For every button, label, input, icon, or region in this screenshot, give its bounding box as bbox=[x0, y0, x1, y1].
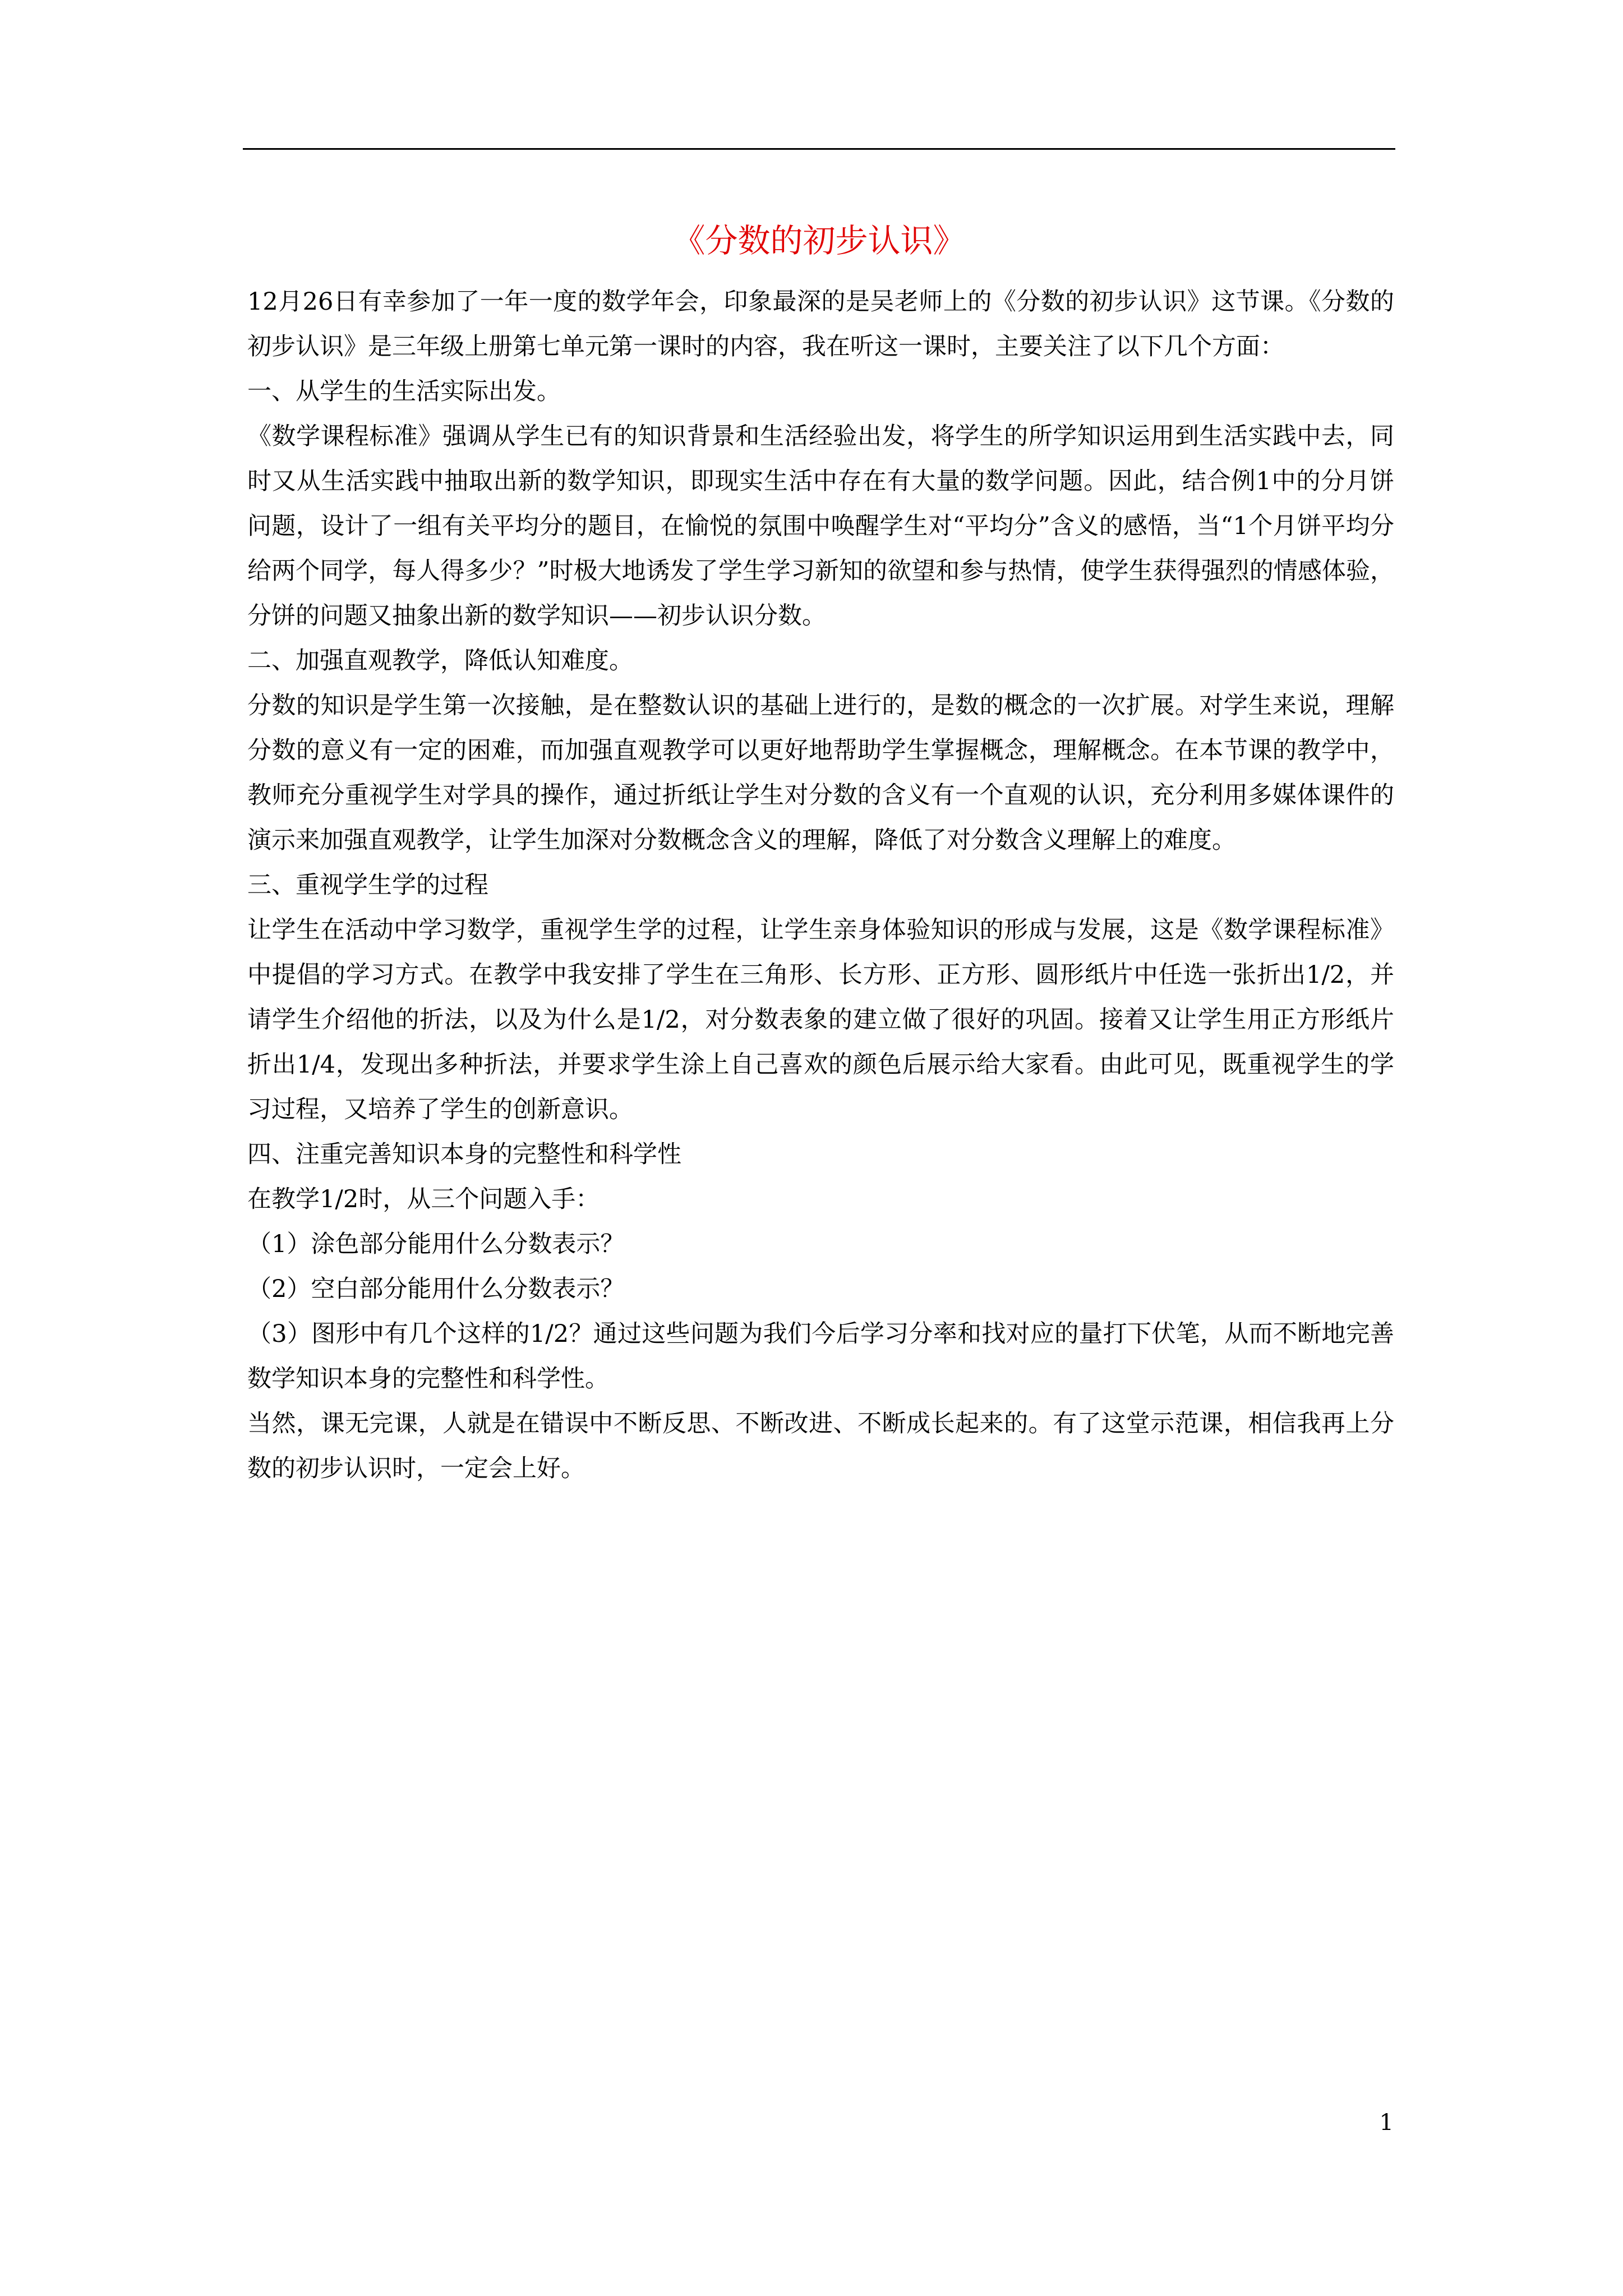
section-heading-3: 三、重视学生学的过程 bbox=[247, 871, 488, 899]
section-heading-1: 一、从学生的生活实际出发。 bbox=[247, 378, 561, 406]
section-heading-2: 二、加强直观教学，降低认知难度。 bbox=[247, 647, 633, 675]
question-2: （2）空白部分能用什么分数表示？ bbox=[247, 1275, 625, 1303]
document-body bbox=[247, 279, 1394, 1491]
paragraph-intro: 12月26日有幸参加了一年一度的数学年会，印象最深的是吴老师上的《分数的初步认识》这节课。《分数的初步认识》是三年级上册第七单元第一课时的内容，我在听这一课时，主要关注了以下几个方面： bbox=[247, 288, 1394, 361]
page-title: 《分数的初步认识》 bbox=[672, 222, 966, 260]
header-rule bbox=[243, 148, 1395, 150]
paragraph-section-3: 让学生在活动中学习数学，重视学生学的过程，让学生亲身体验知识的形成与发展，这是《数学课程标准》中提倡的学习方式。在教学中我安排了学生在三角形、长方形、正方形、圆形纸片中任选一张折出1/2，并请学生介绍他的折法，以及为什么是1/2，对分数表象的建立做了很好的巩固。接着又让学生用正方形纸片折出1/4，发现出多种折法，并要求学生涂上自己喜欢的颜色后展示给大家看。由此可见，既重视学生的学习过程，又培养了学生的创新意识。 bbox=[247, 916, 1394, 1124]
paragraph-section-1: 《数学课程标准》强调从学生已有的知识背景和生活经验出发，将学生的所学知识运用到生活实践中去，同时又从生活实践中抽取出新的数学知识，即现实生活中存在有大量的数学问题。因此，结合例1中的分月饼问题，设计了一组有关平均分的题目，在愉悦的氛围中唤醒学生对“平均分”含义的感悟，当“1个月饼平均分给两个同学，每人得多少？”时极大地诱发了学生学习新知的欲望和参与热情，使学生获得强烈的情感体验，分饼的问题又抽象出新的数学知识——初步认识分数。 bbox=[247, 422, 1394, 630]
section-heading-4: 四、注重完善知识本身的完整性和科学性 bbox=[247, 1140, 681, 1168]
page-number: 1 bbox=[1379, 2110, 1394, 2136]
paragraph-conclusion: 当然，课无完课，人就是在错误中不断反思、不断改进、不断成长起来的。有了这堂示范课，相信我再上分数的初步认识时，一定会上好。 bbox=[247, 1410, 1394, 1483]
question-1: （1）涂色部分能用什么分数表示？ bbox=[247, 1230, 625, 1258]
paragraph-section-4-intro: 在教学1/2时，从三个问题入手： bbox=[247, 1185, 600, 1213]
question-3: （3）图形中有几个这样的1/2？通过这些问题为我们今后学习分率和找对应的量打下伏笔，从而不断地完善数学知识本身的完整性和科学性。 bbox=[247, 1320, 1394, 1393]
paragraph-section-2: 分数的知识是学生第一次接触，是在整数认识的基础上进行的，是数的概念的一次扩展。对学生来说，理解分数的意义有一定的困难，而加强直观教学可以更好地帮助学生掌握概念，理解概念。在本节课的教学中，教师充分重视学生对学具的操作，通过折纸让学生对分数的含义有一个直观的认识，充分利用多媒体课件的演示来加强直观教学，让学生加深对分数概念含义的理解，降低了对分数含义理解上的难度。 bbox=[247, 692, 1394, 854]
